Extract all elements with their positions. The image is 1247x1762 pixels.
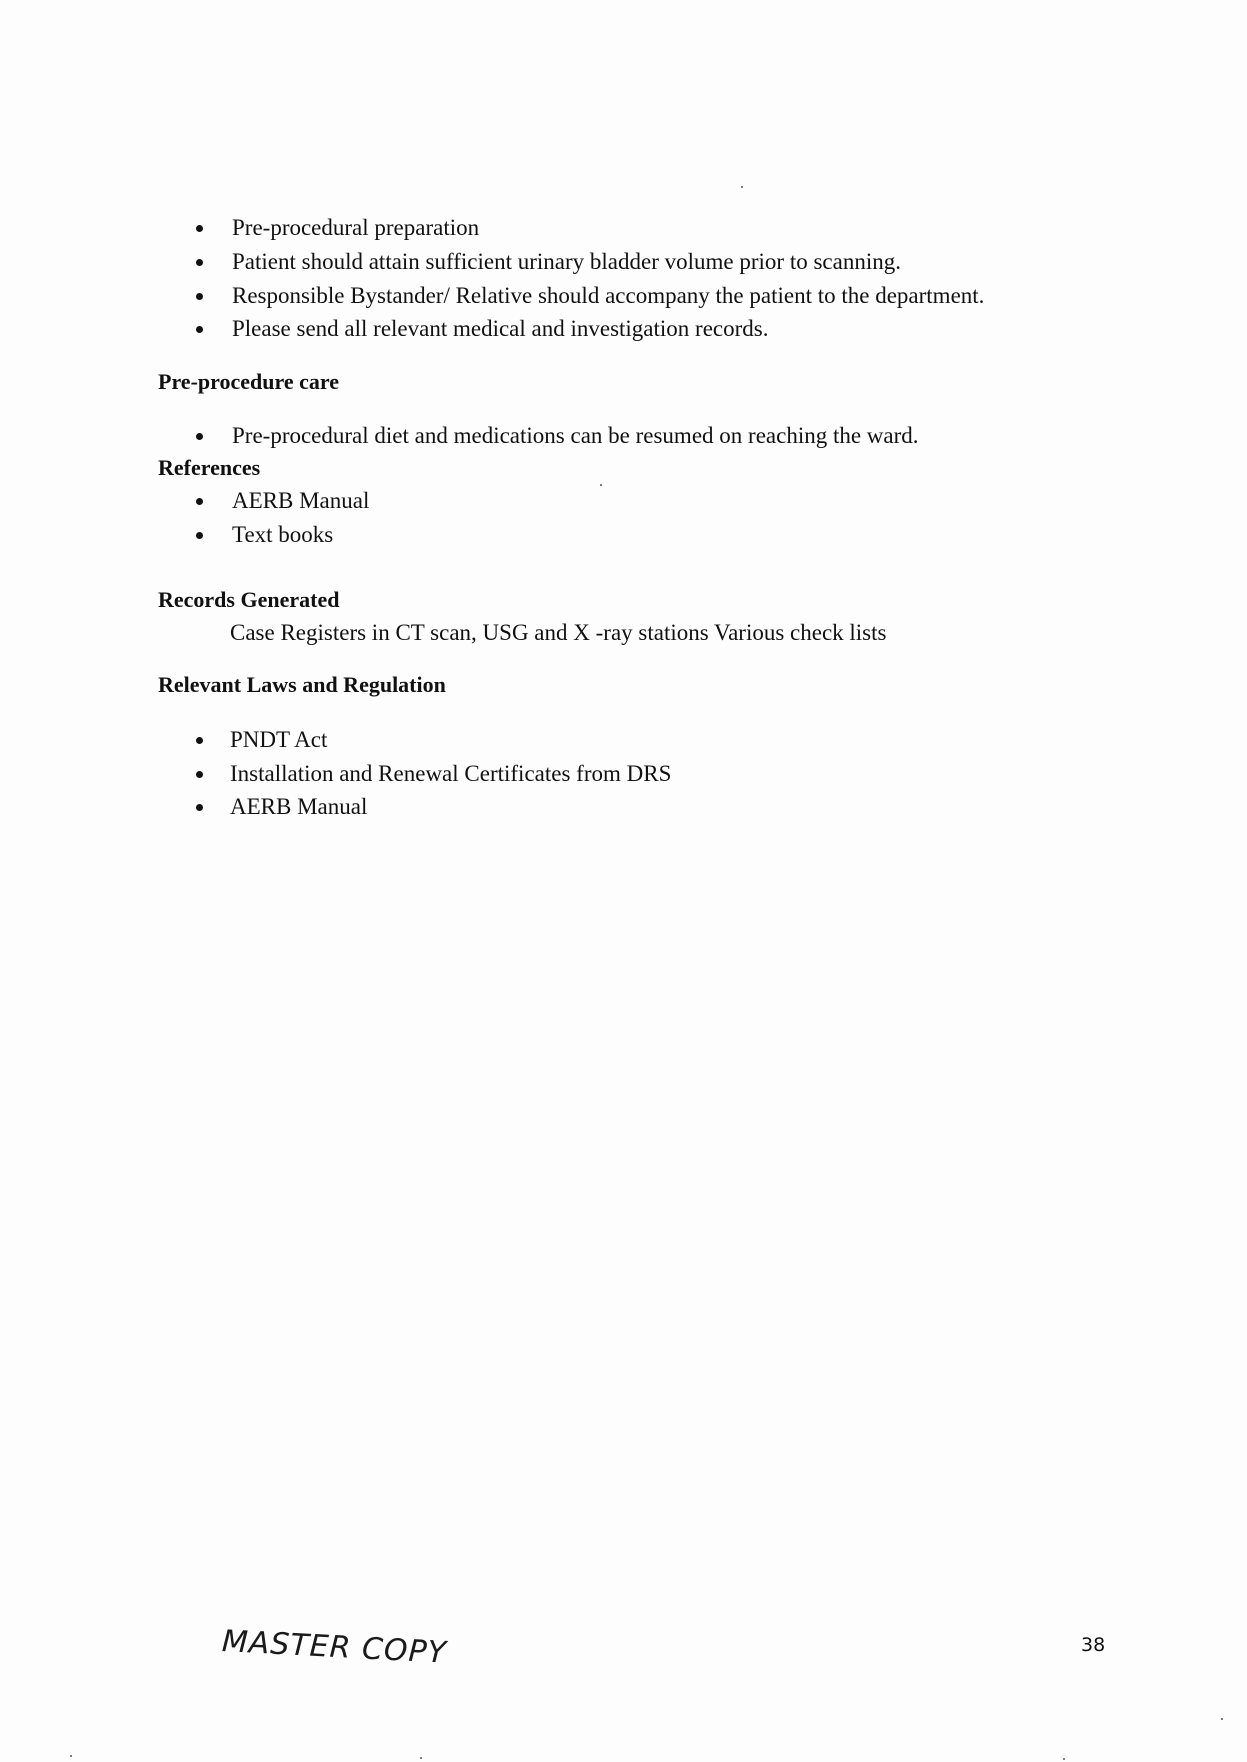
bullet-icon (196, 326, 203, 333)
bullet-icon (196, 498, 203, 505)
bullet-icon (196, 532, 203, 539)
list-item: Installation and Renewal Certificates from DRS (230, 761, 672, 786)
list-item: Text books (232, 522, 334, 547)
records-generated-text: Case Registers in CT scan, USG and X -ray stations Various check lists (230, 620, 887, 645)
list-item: AERB Manual (232, 488, 370, 513)
bullet-icon (196, 259, 203, 266)
list-item: Patient should attain sufficient urinary bladder volume prior to scanning. (232, 249, 901, 274)
list-item: Pre-procedural diet and medications can be resumed on reaching the ward. (232, 423, 919, 448)
list-item: Pre-procedural preparation (232, 215, 480, 240)
scan-speck (420, 1757, 422, 1759)
list-item: AERB Manual (230, 794, 368, 819)
bullet-icon (196, 771, 203, 778)
scan-speck (600, 484, 602, 486)
bullet-icon (196, 433, 203, 440)
scan-speck (741, 186, 743, 188)
list-item: PNDT Act (230, 727, 328, 752)
scan-speck (70, 1755, 72, 1757)
section-heading-relevant-laws: Relevant Laws and Regulation (158, 672, 446, 697)
scan-speck (1221, 1718, 1223, 1720)
section-heading-records-generated: Records Generated (158, 587, 340, 612)
bullet-icon (196, 804, 203, 811)
bullet-icon (196, 293, 203, 300)
list-item: Responsible Bystander/ Relative should accompany the patient to the department. (232, 283, 985, 308)
section-heading-references: References (158, 455, 261, 480)
scan-speck (1063, 1758, 1065, 1760)
bullet-icon (196, 737, 203, 744)
master-copy-stamp: MASTER COPY (221, 1624, 448, 1671)
page-number: 38 (1081, 1634, 1106, 1656)
list-item: Please send all relevant medical and investigation records. (232, 316, 769, 341)
section-heading-pre-procedure-care: Pre-procedure care (158, 369, 340, 394)
bullet-icon (196, 225, 203, 232)
